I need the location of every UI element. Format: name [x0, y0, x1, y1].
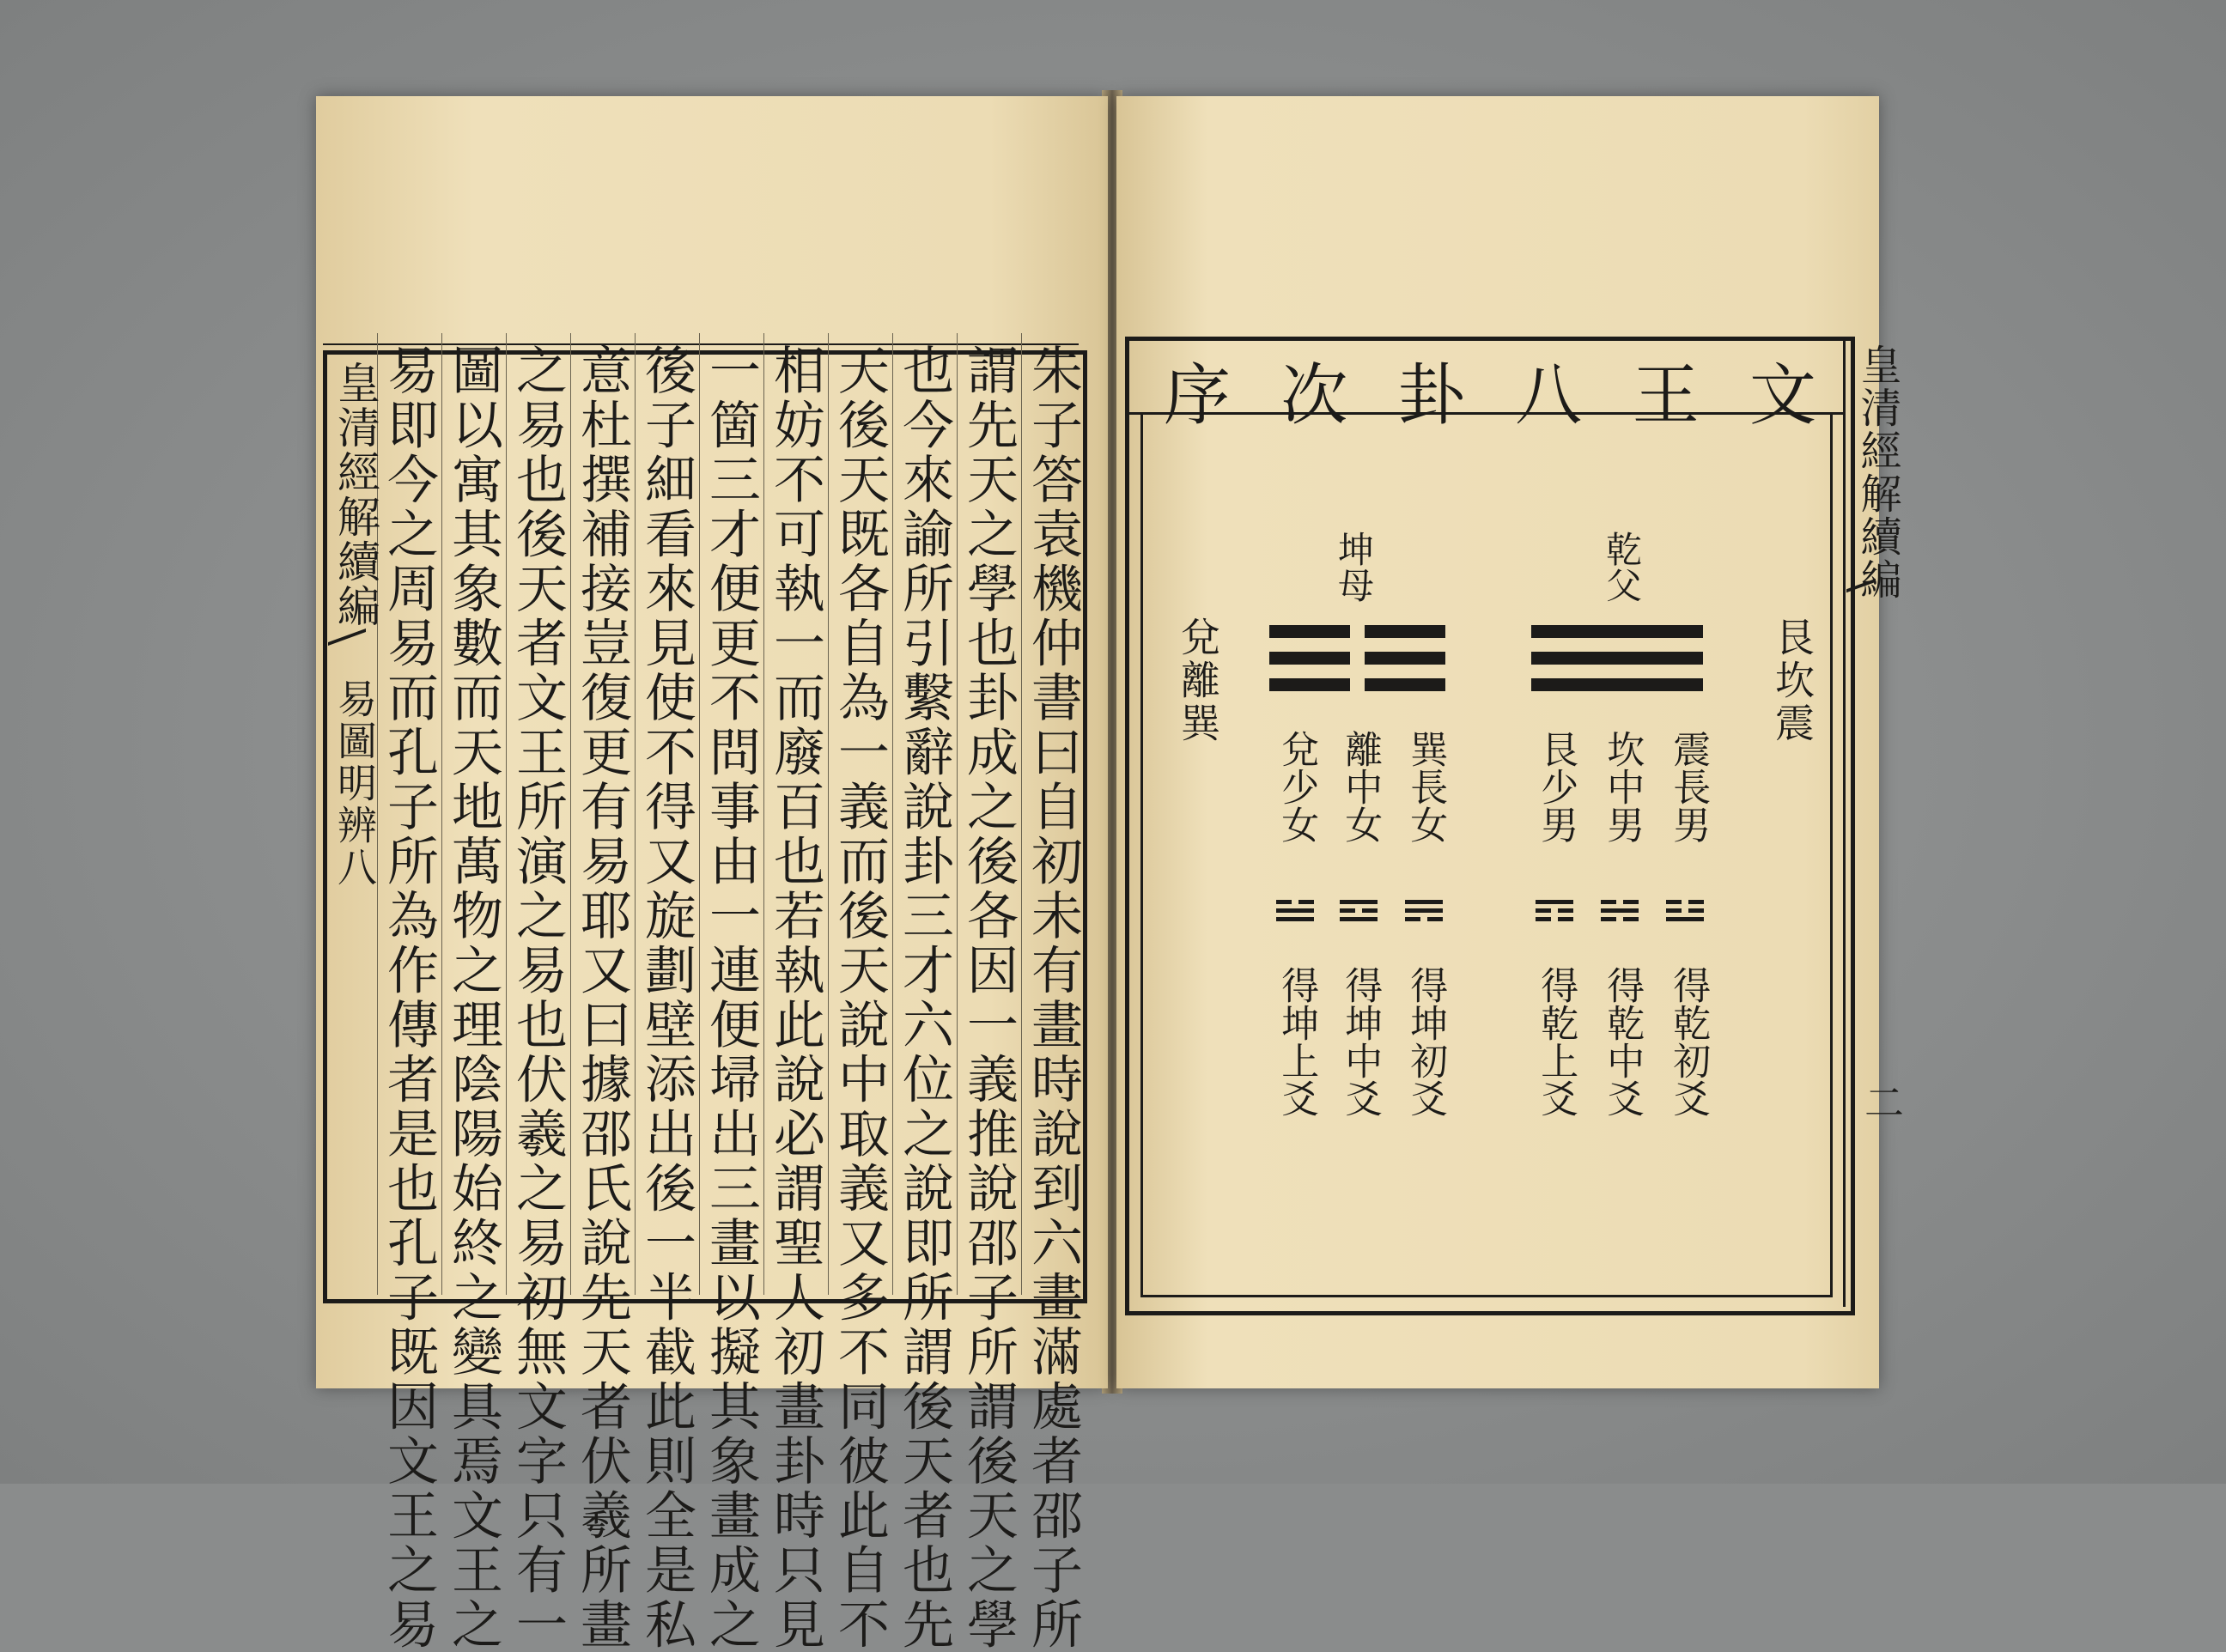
column-divider [763, 333, 764, 1295]
text-column-3: 也今來諭所引繫辭說卦三才六位之說即所謂後天者也先 [894, 343, 954, 1652]
column-divider [1021, 333, 1022, 1295]
text-column-7: 後子細看來見使不得又旋劃壁添出後一半截此則全是私 [636, 343, 696, 1652]
daughters-group-label: 兌離巽 [1175, 616, 1221, 745]
zhen-trigram-icon [1666, 900, 1704, 926]
diagram-frame [1140, 412, 1833, 1297]
right-margin-title: 皇清經解續編 [1853, 343, 1901, 601]
text-column-6: 一箇三才便更不問事由一連便埽出三畫以擬其象畫成之 [701, 343, 761, 1652]
column-divider [570, 333, 571, 1295]
father-label: 乾父 [1601, 531, 1643, 603]
column-divider [699, 333, 700, 1295]
daughter-eldest-source: 得坤初爻 [1403, 966, 1448, 1117]
margin-rule [1843, 337, 1846, 1307]
text-column-4: 天後天既各自為一義而後天說中取義又多不同彼此自不 [830, 343, 890, 1652]
column-divider [828, 333, 829, 1295]
daughter-youngest-label: 兌少女 [1274, 730, 1319, 843]
text-column-5: 相妨不可執一而廢百也若執此說必謂聖人初畫卦時只見 [765, 343, 825, 1652]
text-column-8: 意杜撰補接豈復更有易耶又曰據邵氏說先天者伏羲所畫 [572, 343, 632, 1652]
page-number: 二 [1858, 1082, 1905, 1121]
chart-title-char: 序 [1164, 357, 1232, 434]
column-divider [506, 333, 507, 1295]
son-eldest-source: 得乾初爻 [1666, 966, 1711, 1117]
column-divider [957, 333, 958, 1295]
son-eldest-label: 震長男 [1666, 730, 1711, 843]
daughter-eldest-label: 巽長女 [1403, 730, 1448, 843]
chart-title-char: 八 [1515, 357, 1583, 434]
text-column-2: 謂先天之學也卦成之後各因一義推說邵子所謂後天之學 [958, 343, 1019, 1652]
column-divider [635, 333, 636, 1295]
li-trigram-icon [1340, 900, 1378, 926]
daughter-middle-source: 得坤中爻 [1338, 966, 1383, 1117]
daughter-youngest-source: 得坤上爻 [1274, 966, 1319, 1117]
left-margin-title: 皇清經解續編 [331, 361, 380, 629]
daughter-middle-label: 離中女 [1338, 730, 1383, 843]
dui-trigram-icon [1276, 900, 1314, 926]
sons-group-label: 艮坎震 [1769, 616, 1815, 745]
father-trigram [1531, 625, 1703, 705]
chart-title [1164, 342, 1816, 438]
son-middle-source: 得乾中爻 [1600, 966, 1645, 1117]
left-margin-section: 易圖明辨八 [331, 678, 378, 889]
xun-trigram-icon [1405, 900, 1443, 926]
column-divider [441, 333, 442, 1295]
son-youngest-source: 得乾上爻 [1534, 966, 1578, 1117]
chart-title-char: 文 [1749, 357, 1816, 434]
chart-title-char: 王 [1632, 357, 1700, 434]
mother-label: 坤母 [1333, 531, 1375, 603]
text-column-9: 之易也後天者文王所演之易也伏羲之易初無文字只有一 [508, 343, 568, 1652]
column-divider [892, 333, 893, 1295]
chart-title-char: 次 [1280, 357, 1348, 434]
text-column-1: 朱子答袁機仲書曰自初未有畫時說到六畫滿處者邵子所 [1023, 343, 1083, 1652]
son-middle-label: 坎中男 [1600, 730, 1645, 843]
chart-title-char: 卦 [1397, 357, 1465, 434]
mother-trigram [1269, 625, 1445, 705]
gen-trigram-icon [1536, 900, 1573, 926]
text-column-10: 圖以寓其象數而天地萬物之理陰陽始終之變具焉文王之 [443, 343, 503, 1652]
kan-trigram-icon [1601, 900, 1639, 926]
son-youngest-label: 艮少男 [1534, 730, 1578, 843]
text-column-11: 易即今之周易而孔子所為作傳者是也孔子既因文王之易 [379, 343, 439, 1652]
